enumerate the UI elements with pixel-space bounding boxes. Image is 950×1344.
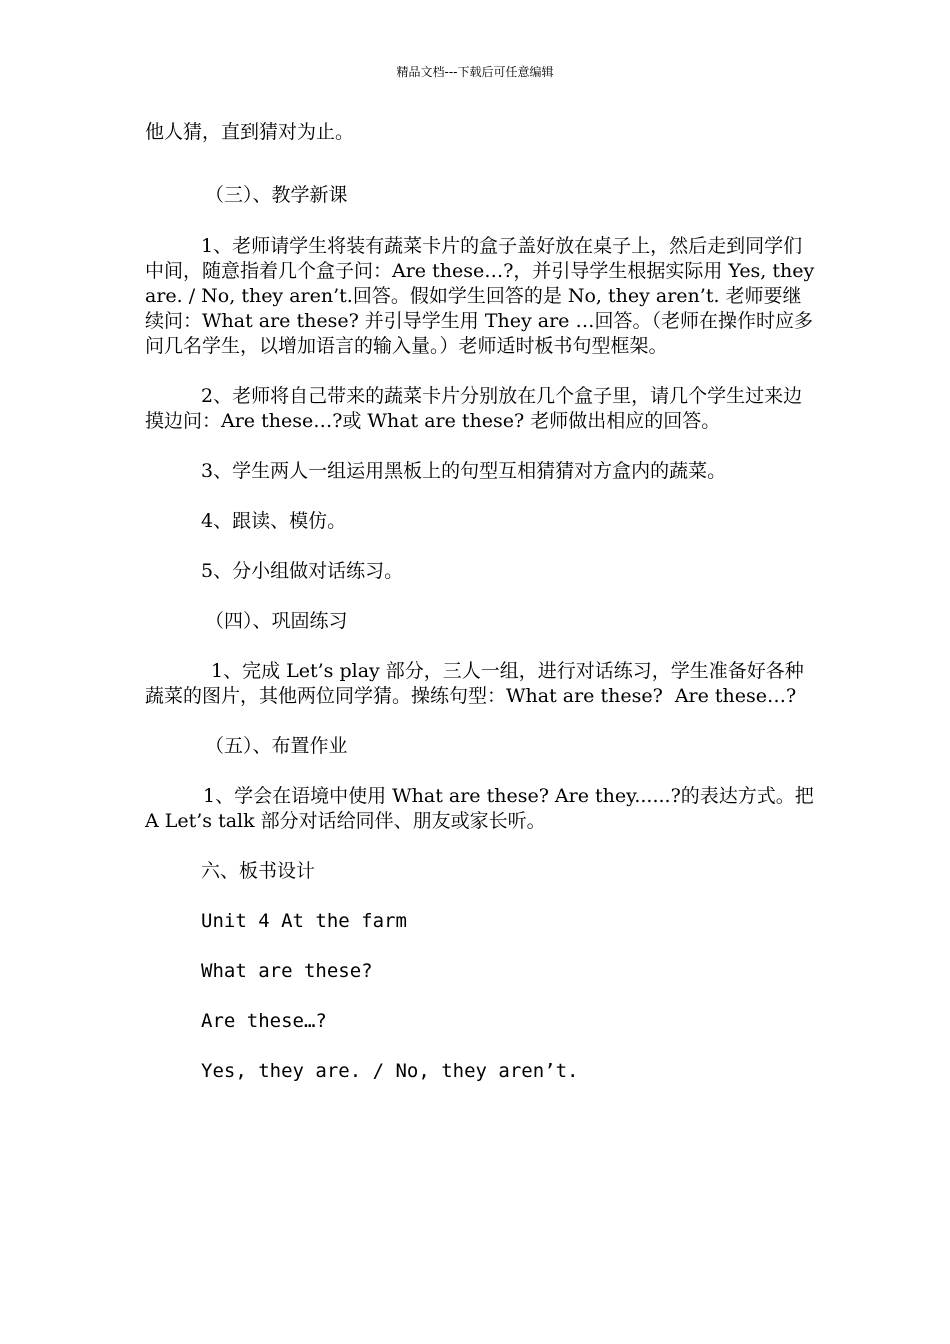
section-heading-new-lesson: （三）、教学新课 <box>205 184 348 206</box>
paragraph-step-4: 4、跟读、模仿。 <box>201 510 347 532</box>
page-header: 精品文档---下载后可任意编辑 <box>396 65 554 79</box>
section-heading-practice: （四）、巩固练习 <box>205 610 348 632</box>
paragraph-practice-1: 1、完成 Let’s play 部分，三人一组，进行对话练习，学生准备好各种蔬菜的图片，其他两位同学猜。操练句型：What are these? Are these…? <box>145 660 804 707</box>
paragraph-step-3: 3、学生两人一组运用黑板上的句型互相猜猜对方盒内的蔬菜。 <box>201 460 727 482</box>
paragraph-step-1: 1、老师请学生将装有蔬菜卡片的盒子盖好放在桌子上，然后走到同学们中间，随意指着几个盒子问：Are these…?，并引导学生根据实际用 Yes, they are. / No, they aren’t.回答。假如学生回答的是 No, they aren’t. 老师要继续问：What are these? 并引导学生用 They are …回答。（老师在操作时应多问几名学生，以增加语言的输入量。）老师适时板书句型框架。 <box>145 235 821 357</box>
section-heading-board-design: 六、板书设计 <box>201 860 316 882</box>
board-line-unit: Unit 4 At the farm <box>201 910 407 932</box>
board-line-what-are-these: What are these? <box>201 960 373 982</box>
board-line-are-these: Are these…? <box>201 1010 327 1032</box>
paragraph-homework-1: 1、学会在语境中使用 What are these? Are they......?的表达方式。把 A Let’s talk 部分对话给同伴、朋友或家长听。 <box>145 785 820 832</box>
board-line-answers: Yes, they are. / No, they aren’t. <box>201 1060 579 1082</box>
document-body <box>145 120 821 1084</box>
paragraph-step-2: 2、老师将自己带来的蔬菜卡片分别放在几个盒子里，请几个学生过来边摸边问：Are these…?或 What are these? 老师做出相应的回答。 <box>145 385 803 432</box>
paragraph-step-5: 5、分小组做对话练习。 <box>201 560 404 582</box>
paragraph-continuation: 他人猜，直到猜对为止。 <box>145 121 355 143</box>
section-heading-homework: （五）、布置作业 <box>205 735 348 757</box>
